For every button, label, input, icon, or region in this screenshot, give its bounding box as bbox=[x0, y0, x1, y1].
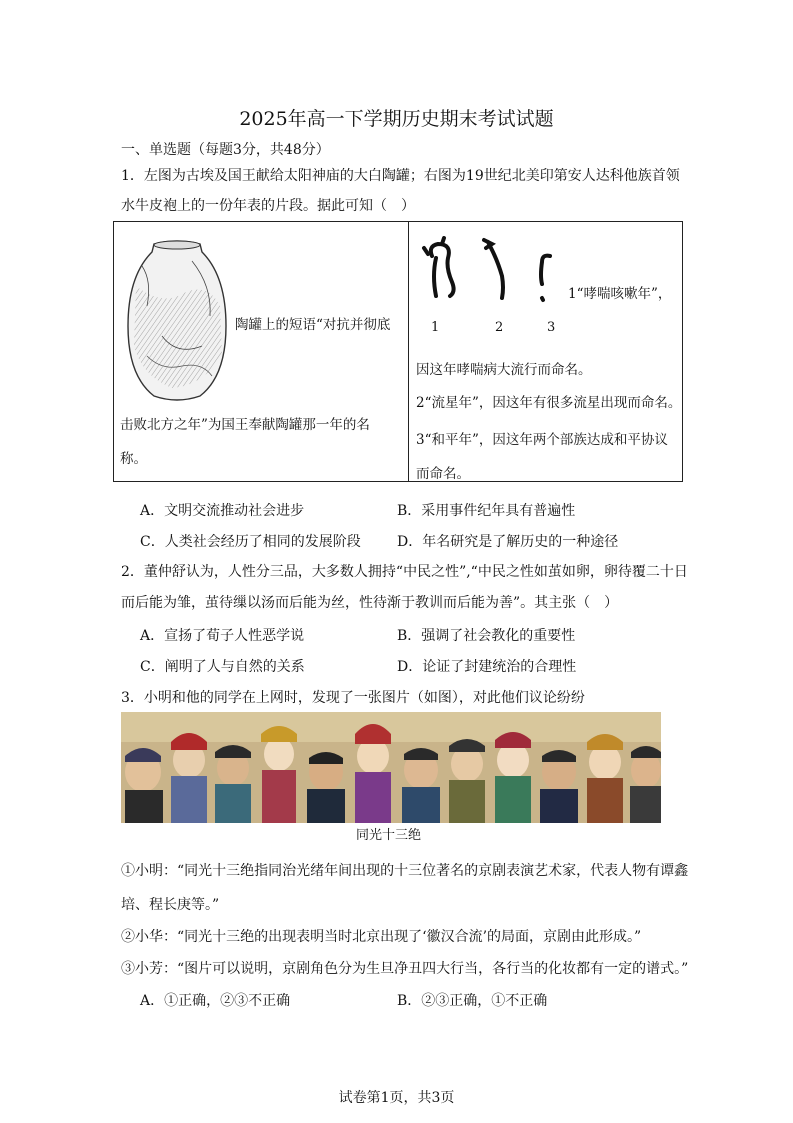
q1-option-d[interactable]: D．年名研究是了解历史的一种途径 bbox=[397, 534, 619, 550]
section-heading: 一、单选题（每题3分，共48分） bbox=[121, 142, 330, 158]
q1-right-text-c: 2“流星年”，因这年有很多流星出现而命名。 bbox=[416, 395, 682, 411]
q2-option-d[interactable]: D．论证了封建统治的合理性 bbox=[397, 659, 577, 675]
opera-painting-image bbox=[121, 712, 661, 823]
pottery-jar-image bbox=[122, 236, 232, 406]
q3-stem: 3．小明和他的同学在上网时，发现了一张图片（如图），对此他们议论纷纷 bbox=[121, 690, 585, 706]
q1-left-text-a: 陶罐上的短语“对抗并彻底 bbox=[235, 317, 391, 333]
glyph-number-3: 3 bbox=[547, 320, 556, 335]
q2-option-a[interactable]: A．宣扬了荀子人性恶学说 bbox=[140, 628, 305, 644]
image-caption: 同光十三绝 bbox=[356, 828, 422, 843]
q3-statement1-line1: ①小明：“同光十三绝指同治光绪年间出现的十三位著名的京剧表演艺术家，代表人物有谭鑫 bbox=[121, 863, 689, 879]
q2-option-b[interactable]: B．强调了社会教化的重要性 bbox=[397, 628, 576, 644]
q1-right-text-a: 1“哮喘咳嗽年”， bbox=[568, 286, 672, 302]
q1-option-b[interactable]: B．采用事件纪年具有普遍性 bbox=[397, 503, 576, 519]
q3-option-a[interactable]: A．①正确，②③不正确 bbox=[140, 993, 291, 1009]
q2-stem-line2: 而后能为雏，茧待缫以汤而后能为丝，性待渐于教训而后能为善”。其主张（ ） bbox=[121, 595, 619, 611]
glyph-number-1: 1 bbox=[431, 320, 440, 335]
page-footer: 试卷第1页，共3页 bbox=[338, 1090, 455, 1106]
q1-stem-line1: 1．左图为古埃及国王献给太阳神庙的大白陶罐；右图为19世纪北美印第安人达科他族首领 bbox=[121, 168, 680, 184]
q2-option-c[interactable]: C．阐明了人与自然的关系 bbox=[140, 659, 305, 675]
q1-left-text-c: 称。 bbox=[120, 451, 147, 467]
q1-stem-line2: 水牛皮袍上的一份年表的片段。据此可知（ ） bbox=[121, 198, 415, 214]
q1-right-text-e: 而命名。 bbox=[416, 466, 470, 482]
q1-left-text-b: 击败北方之年”为国王奉献陶罐那一年的名 bbox=[120, 417, 370, 433]
pictograph-glyphs bbox=[418, 236, 568, 316]
q3-statement1-line2: 培、程长庚等。” bbox=[121, 897, 220, 913]
exam-title: 2025年高一下学期历史期末考试试题 bbox=[239, 108, 554, 130]
q1-right-text-b: 因这年哮喘病大流行而命名。 bbox=[416, 362, 592, 378]
q1-table-divider bbox=[408, 221, 409, 482]
q1-right-text-d: 3“和平年”，因这年两个部族达成和平协议 bbox=[416, 432, 668, 448]
q3-statement2: ②小华：“同光十三绝的出现表明当时北京出现了‘徽汉合流’的局面，京剧由此形成。” bbox=[121, 929, 642, 945]
q1-option-c[interactable]: C．人类社会经历了相同的发展阶段 bbox=[140, 534, 361, 550]
q3-option-b[interactable]: B．②③正确，①不正确 bbox=[397, 993, 548, 1009]
glyph-number-2: 2 bbox=[495, 320, 504, 335]
q3-statement3: ③小芳：“图片可以说明，京剧角色分为生旦净丑四大行当，各行当的化妆都有一定的谱式。” bbox=[121, 961, 689, 977]
q2-stem-line1: 2．董仲舒认为，人性分三品，大多数人拥持“中民之性”,“中民之性如茧如卵，卵待覆二十日 bbox=[121, 564, 688, 580]
q1-option-a[interactable]: A．文明交流推动社会进步 bbox=[140, 503, 305, 519]
